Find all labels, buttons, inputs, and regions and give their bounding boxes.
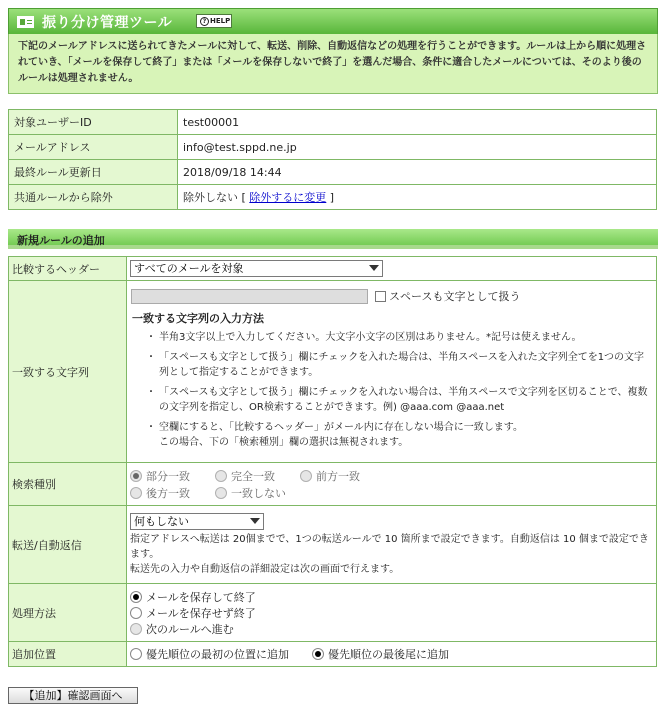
space-as-char-label: スペースも文字として扱う [389,290,521,303]
mail-icon [17,16,34,28]
chevron-down-icon [369,265,379,271]
position-last-label: 優先順位の最後尾に追加 [328,648,449,661]
list-item: ・ 「スペースも文字として扱う」欄にチェックを入れた場合は、半角スペースを入れた文字列全てを1つの文字列として指定することができます。 [159,350,653,380]
form-row-forward [9,506,657,584]
page-header [8,8,658,34]
updated-value: 2018/09/18 14:44 [178,160,657,185]
header-select-value: すべてのメールを対象 [134,262,244,275]
email-value: info@test.sppd.ne.jp [178,135,657,160]
header-field-label: 比較するヘッダー [9,257,127,281]
table-row [9,135,657,160]
table-row [9,110,657,135]
process-nosave-end-label: メールを保存せず終了 [146,606,256,620]
position-first-label: 優先順位の最初の位置に追加 [146,648,289,661]
search-prefix-radio[interactable] [300,470,312,482]
updated-label: 最終ルール更新日 [9,160,178,185]
form-row-match [9,281,657,463]
form-row-header [9,257,657,281]
process-save-end-radio[interactable] [130,591,142,603]
forward-label: 転送/自動返信 [9,506,127,584]
help-label: HELP [210,17,231,25]
search-prefix-label: 前方一致 [316,469,360,483]
space-as-char-checkbox[interactable] [375,291,386,302]
search-suffix-label: 後方一致 [146,486,190,500]
position-cell [127,642,657,667]
process-next-rule-label: 次のルールへ進む [146,622,234,636]
email-label: メールアドレス [9,135,178,160]
process-nosave-end-radio[interactable] [130,607,142,619]
intro-text: 下記のメールアドレスに送られてきたメールに対して、転送、削除、自動返信などの処理を行うことができます。ルールは上から順に処理されていき、「メールを保存して終了」または「メールを保存しないで終了」を選んだ場合、条件に適合したメールについては、そのより後のルールは処理されません。 [8,34,658,94]
process-next-rule-radio[interactable] [130,623,142,635]
position-first-radio[interactable] [130,648,142,660]
exclude-label: 共通ルールから除外 [9,185,178,210]
process-cell [127,584,657,642]
forward-note: 指定アドレスへ転送は 20個までで、1つの転送ルールで 10 箇所まで設定できます。自動返信は 10 個まで設定できます。 [130,533,649,560]
forward-select[interactable] [130,513,264,530]
exclude-change-link[interactable]: 除外するに変更 [249,191,327,204]
match-field-cell [127,281,657,463]
search-nomatch-label: 一致しない [231,486,286,500]
submit-confirm-button[interactable]: 【追加】確認画面へ [8,687,138,704]
list-item: ・ 「スペースも文字として扱う」欄にチェックを入れない場合は、半角スペースで文字列を区切ることで、複数の文字列を指定し、OR検索することができます。例) @aaa.com @aaa.net [159,385,653,415]
process-save-end-label: メールを保存して終了 [146,590,256,604]
position-last-radio[interactable] [312,648,324,660]
account-info-table [8,109,657,210]
table-row [9,160,657,185]
search-nomatch-radio[interactable] [215,487,227,499]
process-label: 処理方法 [9,584,127,642]
header-select[interactable] [130,260,383,277]
exclude-value: 除外しない [183,191,238,204]
forward-note-detail: 転送先の入力や自動返信の詳細設定は次の画面で行えます。 [130,563,400,575]
form-row-position [9,642,657,667]
list-item: ・ 半角3文字以上で入力してください。大文字小文字の区別はありません。*記号は使えません。 [159,330,653,345]
search-suffix-radio[interactable] [130,487,142,499]
form-row-process [9,584,657,642]
search-partial-radio[interactable] [130,470,142,482]
search-type-cell [127,463,657,506]
search-type-label: 検索種別 [9,463,127,506]
new-rule-form [8,256,657,667]
section-title: 新規ルールの追加 [8,229,658,249]
user-id-label: 対象ユーザーID [9,110,178,135]
search-exact-radio[interactable] [215,470,227,482]
match-field-label: 一致する文字列 [9,281,127,463]
user-id-value: test00001 [178,110,657,135]
match-string-input[interactable] [131,289,368,304]
header-field-cell [127,257,657,281]
table-row [9,185,657,210]
search-partial-label: 部分一致 [146,469,190,483]
forward-cell [127,506,657,584]
position-label: 追加位置 [9,642,127,667]
page-title: 振り分け管理ツール [42,15,173,31]
howto-title: 一致する文字列の入力方法 [132,312,264,325]
form-row-search [9,463,657,506]
forward-select-value: 何もしない [134,514,189,528]
exclude-cell: 除外しない [ 除外するに変更 ] [178,185,657,210]
help-button[interactable] [196,14,232,28]
howto-notes [130,330,653,450]
help-icon: ? [200,17,209,26]
chevron-down-icon [250,518,260,524]
list-item: ・ 空欄にすると、「比較するヘッダー」がメール内に存在しない場合に一致します。 この場合、下の「検索種別」欄の選択は無視されます。 [159,420,653,450]
search-exact-label: 完全一致 [231,469,275,483]
